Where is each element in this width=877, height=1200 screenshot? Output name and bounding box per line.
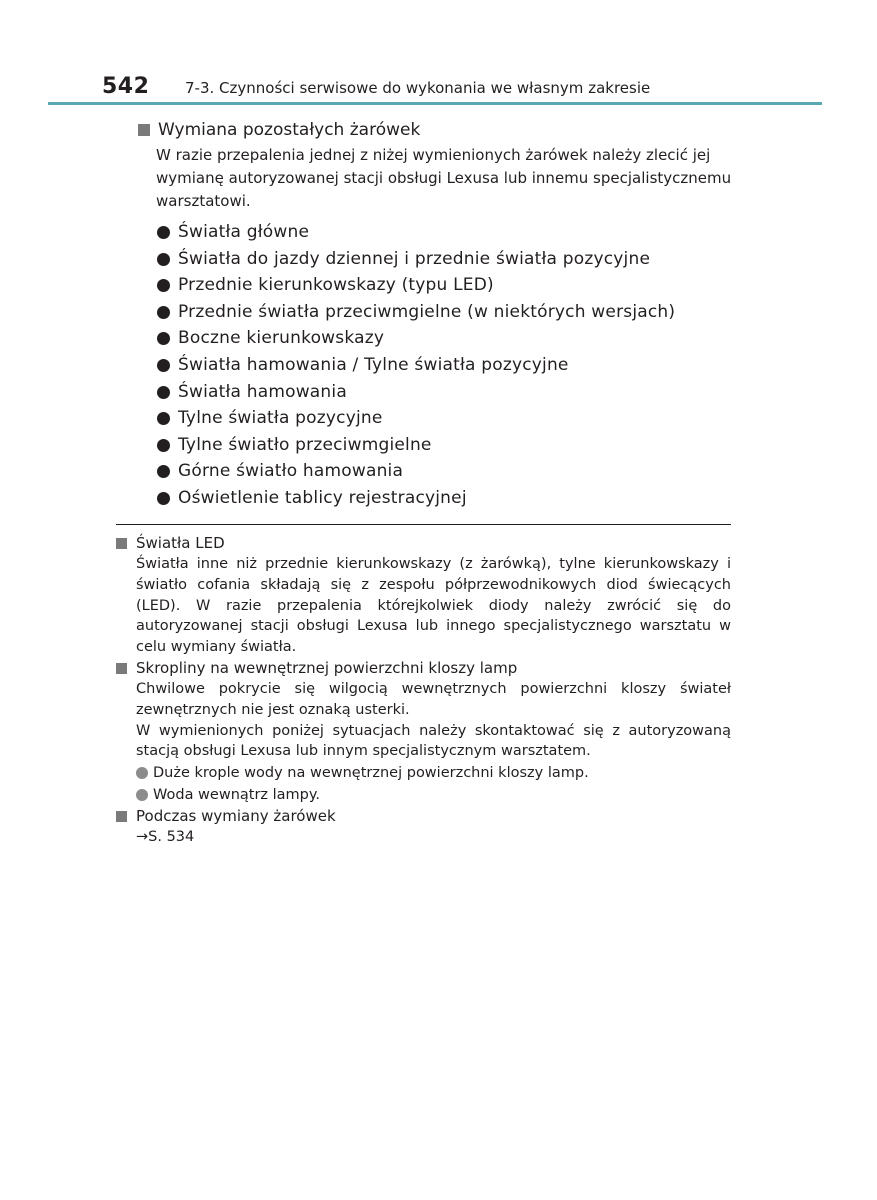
section-title-text: Wymiana pozostałych żarówek — [158, 120, 421, 140]
bullet-icon — [136, 789, 148, 801]
list-item: Oświetlenie tablicy rejestracyjnej — [156, 485, 738, 512]
page-header — [0, 70, 877, 110]
list-item: Tylne światła pozycyjne — [156, 405, 738, 432]
list-item: Światła do jazdy dziennej i przednie światła pozycyjne — [156, 246, 738, 273]
main-section — [138, 118, 738, 512]
notes-section — [116, 533, 731, 848]
note-body: Światła inne niż przednie kierunkowskazy (z żarówką), tylne kierunkowskazy i światło cofania składają się z zespołu półprzewodnikowych diod świecących (LED). W razie przepalenia którejkolwiek diody należy zwrócić się do autoryzowanej stacji obsługi Lexusa lub innego specjalistycznego warsztatu w celu wymiany światła. — [136, 556, 731, 656]
note-title: Światła LED — [116, 533, 731, 554]
bullet-icon — [157, 306, 170, 319]
list-item: Woda wewnątrz lampy. — [136, 784, 731, 806]
bullet-icon — [157, 332, 170, 345]
bullet-icon — [157, 492, 170, 505]
list-item: Boczne kierunkowskazy — [156, 325, 738, 352]
bullet-icon — [157, 279, 170, 292]
note-title: Podczas wymiany żarówek — [116, 806, 731, 827]
page-reference: →S. 534 — [136, 829, 195, 846]
list-item: Przednie kierunkowskazy (typu LED) — [156, 272, 738, 299]
note-body: W wymienionych poniżej sytuacjach należy skontaktować się z autoryzowaną stacją obsługi Lexusa lub innym specjalistycznym warsztatem. — [136, 722, 731, 760]
bullet-icon — [157, 226, 170, 239]
bullet-icon — [157, 359, 170, 372]
list-item: Duże krople wody na wewnętrznej powierzchni kloszy lamp. — [136, 762, 731, 784]
header-rule — [48, 102, 822, 105]
list-item: Górne światło hamowania — [156, 458, 738, 485]
bullet-icon — [157, 386, 170, 399]
condensation-list — [136, 762, 731, 806]
bullet-icon — [157, 412, 170, 425]
bullet-icon — [157, 465, 170, 478]
section-divider — [116, 524, 731, 525]
list-item: Tylne światło przeciwmgielne — [156, 432, 738, 459]
note-replacing — [116, 806, 731, 848]
chapter-title: 7-3. Czynności serwisowe do wykonania we własnym zakresie — [185, 79, 651, 97]
square-bullet-icon — [138, 124, 150, 136]
list-item: Światła hamowania — [156, 379, 738, 406]
bullet-icon — [157, 439, 170, 452]
list-item: Światła hamowania / Tylne światła pozycyjne — [156, 352, 738, 379]
square-bullet-icon — [116, 663, 127, 674]
page-number: 542 — [102, 74, 150, 99]
square-bullet-icon — [116, 538, 127, 549]
bullet-icon — [157, 253, 170, 266]
list-item: Światła główne — [156, 219, 738, 246]
bulb-list — [156, 219, 738, 512]
section-title — [138, 118, 738, 142]
note-condensation — [116, 658, 731, 806]
square-bullet-icon — [116, 811, 127, 822]
note-title: Skropliny na wewnętrznej powierzchni kloszy lamp — [116, 658, 731, 679]
section-intro: W razie przepalenia jednej z niżej wymienionych żarówek należy zlecić jej wymianę autoryzowanej stacji obsługi Lexusa lub innemu specjalistycznemu warsztatowi. — [156, 146, 732, 210]
note-led — [116, 533, 731, 658]
list-item: Przednie światła przeciwmgielne (w niektórych wersjach) — [156, 299, 738, 326]
bullet-icon — [136, 767, 148, 779]
note-body: Chwilowe pokrycie się wilgocią wewnętrznych powierzchni kloszy świateł zewnętrznych nie jest oznaką usterki. — [136, 680, 731, 718]
